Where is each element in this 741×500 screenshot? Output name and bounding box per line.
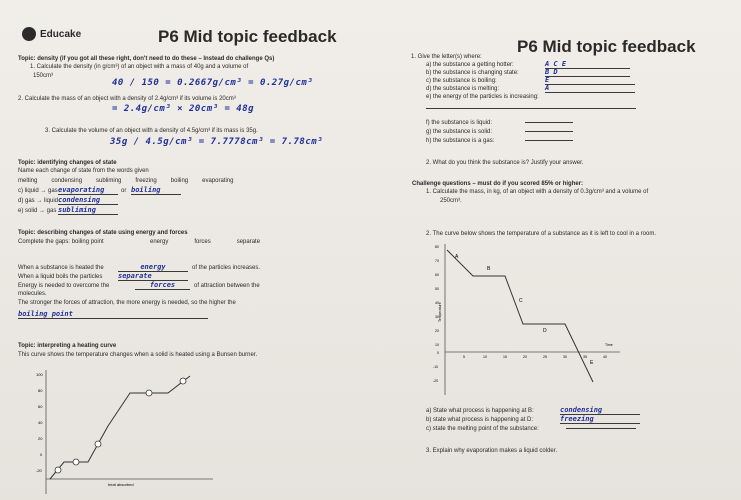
cooling-q2: 2. The curve below shows the temperature of a substance as it is left to cool in a room. [426,231,657,237]
cooling-qa-answer: condensing [560,406,640,415]
cooling-ytick-50: 50 [435,287,439,291]
cooling-ytick-10: 10 [435,343,439,347]
cooling-ytick-20: 20 [435,329,439,333]
cooling-ytick-60: 60 [435,273,439,277]
letters-q2: 2. What do you think the substance is? Justify your answer. [426,160,584,166]
cooling-curve-graph [425,240,625,400]
word-energy: energy [150,239,169,245]
density-q1-answer: 40 / 150 = 0.2667g/cm³ = 0.27g/cm³ [112,78,314,88]
heating-ytick-20: 20 [38,436,43,441]
heating-ytick-40: 40 [38,420,43,425]
density-q1: 1. Calculate the density (in g/cm³) of an object with a mass of 40g and a volume of [30,64,249,70]
cooling-label-b: B [487,266,491,272]
cooling-ytick-70: 70 [435,259,439,263]
energy-s1-b: of the particles increases. [192,265,261,271]
density-q3: 3. Calculate the volume of an object with a density of 4.5g/cm³ if its mass is 35g. [45,128,258,134]
density-q2: 2. Calculate the mass of an object with a density of 2.4g/cm³ if its volume is 20cm³ [18,96,236,102]
energy-s2-answer: separate [118,272,188,281]
energy-s4: The stronger the forces of attraction, the more energy is needed, so the higher the [18,300,236,306]
heating-ytick-100: 100 [36,372,43,377]
heating-ytick-minus20: -20 [36,468,42,473]
states-d-answer: condensing [58,196,118,205]
cooling-qa: a) State what process is happening at B: [426,408,534,414]
energy-instruction: Complete the gaps: boiling point [18,239,104,245]
challenge-heading: Challenge questions – must do if you scored 85% or higher: [412,181,584,187]
cooling-qc: c) state the melting point of the substance: [426,426,539,432]
cooling-xtick-25: 25 [543,355,547,359]
left-title: P6 Mid topic feedback [158,27,337,46]
letters-d-answer: A [545,84,635,93]
energy-s3-c: molecules. [18,291,47,297]
energy-s1-answer: energy [118,263,188,272]
cooling-qc-answer-line [566,428,636,429]
cooling-label-a: A [455,254,459,260]
energy-s3-answer: forces [135,281,190,290]
curve-heading: Topic: interpreting a heating curve [18,343,117,349]
cooling-curve-line [447,250,593,382]
cooling-label-c: C [519,298,523,304]
cooling-q3: 3. Explain why evaporation makes a liquid colder. [426,448,558,454]
right-title: P6 Mid topic feedback [517,37,696,56]
energy-heading: Topic: describing changes of state using energy and forces [18,230,188,236]
energy-s2-a: When a liquid boils the particles [18,274,103,280]
word-separate: separate [236,239,261,245]
cooling-xtick-30: 30 [563,355,567,359]
challenge-q1-volume: 250cm³. [440,198,462,204]
cooling-ytick-30: 30 [435,315,439,319]
states-d-prompt: d) gas → liquid [18,198,59,204]
states-c-answer: evaporating [58,186,118,195]
heating-point-a [55,467,61,473]
letters-c: c) the substance is boiling: [426,78,497,84]
heating-point-c [95,441,101,447]
cooling-ytick-0: 0 [437,351,439,355]
density-q1-volume: 150cm³ [33,73,54,79]
heating-point-b [73,459,79,465]
energy-s4-answer: boiling point [18,310,208,319]
letters-a-answer: A C E [545,60,630,69]
cooling-xtick-35: 35 [583,355,587,359]
letters-a: a) the substance a getting hotter: [426,62,514,68]
states-e-prompt: e) solid → gas [18,208,57,214]
energy-s1-a: When a substance is heated the [18,265,104,271]
word-melting: melting [18,178,38,184]
cooling-xtick-10: 10 [483,355,487,359]
letters-d: d) the substance is melting: [426,86,500,92]
states-word-bank [18,178,318,186]
cooling-qb-answer: freezing [560,415,640,424]
cooling-ytick-minus10: -10 [433,365,439,369]
energy-s3-a: Energy is needed to overcome the [18,283,110,289]
brand-name: Educake [40,29,82,40]
heating-ytick-0: 0 [40,452,43,457]
cooling-xtick-40: 40 [603,355,607,359]
states-c-answer-2: boiling [131,186,181,195]
letters-g: g) the substance is solid: [426,129,493,135]
word-evaporating: evaporating [202,178,234,184]
heating-curve-graph [18,366,218,500]
density-heading: Topic: density (if you got all these right, don't need to do these – Instead do challenge Qs) [18,56,275,62]
states-heading: Topic: identifying changes of state [18,160,117,166]
heating-ytick-80: 80 [38,388,43,393]
letters-q1: 1. Give the letter(s) where: [411,54,482,60]
cooling-y-label: Temperature [438,302,442,322]
word-forces: forces [194,239,211,245]
states-c-prompt: c) liquid → gas [18,188,58,194]
letters-c-answer: E [545,76,635,85]
density-q2-answer: = 2.4g/cm³ × 20cm³ = 48g [112,104,255,114]
heating-point-e [180,378,186,384]
curve-instruction: This curve shows the temperature changes when a solid is heated using a Bunsen burner. [18,352,258,358]
heating-point-d [146,390,152,396]
cooling-ytick-80: 80 [435,245,439,249]
heating-curve-line [50,376,190,479]
cooling-qb: b) state what process is happening at D: [426,417,534,423]
states-c-or: or [121,188,127,194]
letters-b-answer: B D [545,68,630,77]
cooling-ytick-minus20: -20 [433,379,439,383]
letters-e: e) the energy of the particles is increasing: [426,94,539,100]
states-instruction: Name each change of state from the words given [18,168,149,174]
energy-word-bank [150,239,260,247]
logo-circle-icon [22,27,36,41]
letters-f-answer-line [525,122,573,123]
letters-h-answer-line [525,140,573,141]
cooling-xtick-5: 5 [463,355,465,359]
letters-e-answer-line [426,108,636,109]
letters-f: f) the substance is liquid: [426,120,493,126]
cooling-label-e: E [590,360,594,366]
heating-x-label: heat absorbed [108,482,134,487]
energy-s3-b: of attraction between the [194,283,260,289]
cooling-xtick-15: 15 [503,355,507,359]
heating-ytick-60: 60 [38,404,43,409]
word-condensing: condensing [51,178,83,184]
cooling-ytick-40: 40 [435,301,439,305]
word-boiling: boiling [170,178,189,184]
letters-b: b) the substance is changing state: [426,70,519,76]
word-freezing: freezing [135,178,157,184]
density-q3-answer: 35g / 4.5g/cm³ = 7.7778cm³ = 7.78cm³ [110,137,324,147]
cooling-x-label: Time [605,343,613,347]
word-subliming: subliming [96,178,122,184]
states-e-answer: subliming [58,206,118,215]
cooling-xtick-20: 20 [523,355,527,359]
brand-logo [22,27,36,46]
challenge-q1: 1. Calculate the mass, in kg, of an object with a density of 0.3g/cm³ and a volume of [426,189,649,195]
letters-h: h) the substance is a gas: [426,138,495,144]
letters-g-answer-line [525,131,573,132]
cooling-label-d: D [543,328,547,334]
